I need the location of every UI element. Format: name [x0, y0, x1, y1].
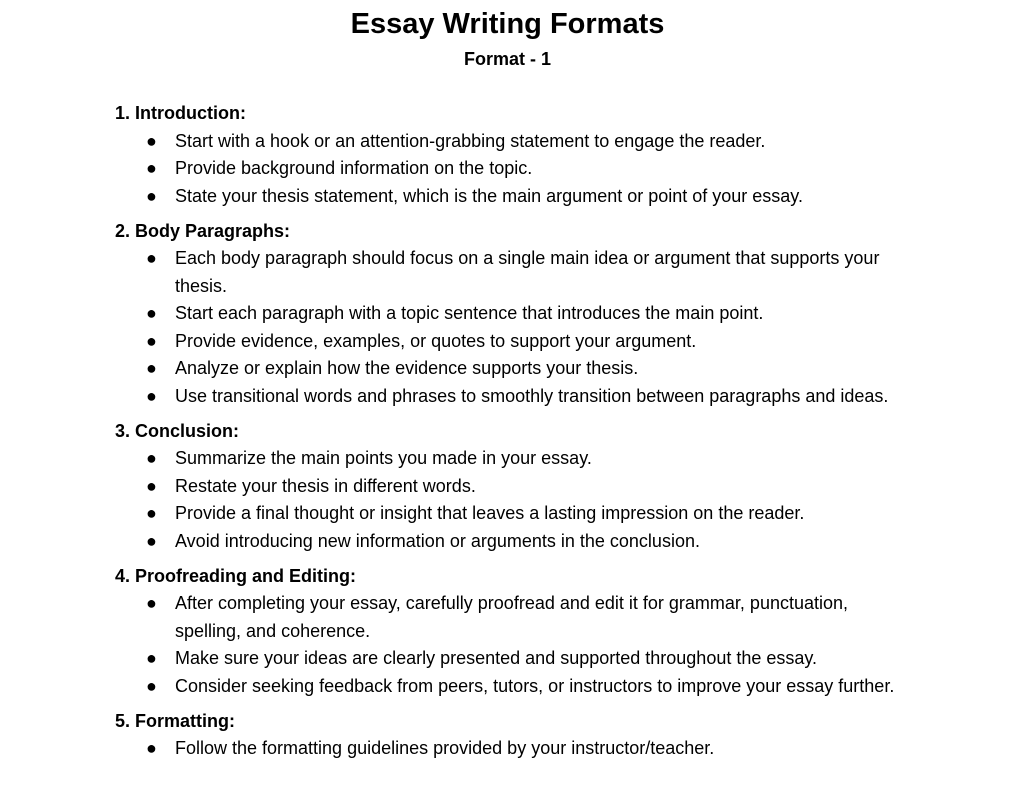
bullet-icon: ●: [146, 648, 157, 668]
bullet-icon: ●: [146, 530, 157, 551]
section-proofreading-editing: [115, 563, 915, 701]
bullet-list: [115, 445, 915, 555]
bullet-icon: ●: [146, 303, 157, 323]
list-item: [115, 445, 895, 473]
list-item-text: Avoid introducing new information or arguments in the conclusion.: [175, 530, 700, 551]
list-item: [115, 590, 895, 645]
section-heading: 3. Conclusion:: [115, 420, 240, 441]
document-body: [115, 100, 915, 770]
list-item: [115, 645, 895, 673]
list-item: [115, 300, 895, 328]
bullet-icon: ●: [146, 130, 157, 151]
bullet-icon: ●: [146, 503, 157, 523]
list-item-text: Each body paragraph should focus on a single main idea or argument that supports your thesis.: [175, 248, 880, 296]
bullet-list: [115, 128, 915, 211]
section-formatting: [115, 708, 915, 763]
section-introduction: [115, 100, 915, 210]
section-heading: 4. Proofreading and Editing:: [115, 565, 357, 586]
bullet-list: [115, 245, 915, 410]
list-item-text: Restate your thesis in different words.: [175, 475, 476, 496]
list-item: [115, 328, 895, 356]
list-item: [115, 500, 895, 528]
list-item-text: Start each paragraph with a topic sentence that introduces the main point.: [175, 303, 764, 323]
list-item-text: Follow the formatting guidelines provided by your instructor/teacher.: [175, 738, 715, 758]
list-item-text: Use transitional words and phrases to smoothly transition between paragraphs and ideas.: [175, 385, 889, 406]
list-item: [115, 735, 895, 763]
bullet-icon: ●: [146, 158, 157, 178]
page-title: Essay Writing Formats: [350, 8, 665, 40]
list-item: [115, 245, 895, 300]
bullet-icon: ●: [146, 593, 157, 613]
list-item: [115, 673, 895, 701]
list-item-text: Start with a hook or an attention-grabbing statement to engage the reader.: [175, 130, 766, 151]
list-item-text: After completing your essay, carefully proofread and edit it for grammar, punctuation, spelling, and coherence.: [175, 593, 849, 641]
bullet-icon: ●: [146, 185, 157, 206]
list-item: [115, 383, 895, 411]
bullet-icon: ●: [146, 448, 157, 468]
bullet-icon: ●: [146, 385, 157, 406]
list-item-text: Provide background information on the topic.: [175, 158, 533, 178]
bullet-icon: ●: [146, 358, 157, 378]
bullet-icon: ●: [146, 675, 157, 696]
bullet-list: [115, 735, 915, 763]
list-item: [115, 528, 895, 556]
list-item-text: Summarize the main points you made in your essay.: [175, 448, 592, 468]
list-item-text: Provide a final thought or insight that leaves a lasting impression on the reader.: [175, 503, 805, 523]
list-item: [115, 473, 895, 501]
page-subtitle: Format - 1: [463, 49, 551, 69]
list-item-text: Make sure your ideas are clearly presented and supported throughout the essay.: [175, 648, 818, 668]
bullet-icon: ●: [146, 330, 157, 351]
bullet-icon: ●: [146, 738, 157, 758]
section-heading: 2. Body Paragraphs:: [115, 220, 291, 241]
list-item: [115, 183, 895, 211]
section-heading: 5. Formatting:: [115, 710, 235, 731]
list-item: [115, 355, 895, 383]
bullet-list: [115, 590, 915, 700]
list-item-text: State your thesis statement, which is the main argument or point of your essay.: [175, 185, 803, 206]
list-item: [115, 128, 895, 156]
list-item: [115, 155, 895, 183]
section-conclusion: [115, 418, 915, 556]
list-item-text: Provide evidence, examples, or quotes to support your argument.: [175, 330, 697, 351]
list-item-text: Consider seeking feedback from peers, tutors, or instructors to improve your essay further.: [175, 675, 895, 696]
bullet-icon: ●: [146, 248, 157, 268]
section-body-paragraphs: [115, 218, 915, 411]
list-item-text: Analyze or explain how the evidence supports your thesis.: [175, 358, 639, 378]
section-heading: 1. Introduction:: [115, 103, 246, 123]
bullet-icon: ●: [146, 475, 157, 496]
